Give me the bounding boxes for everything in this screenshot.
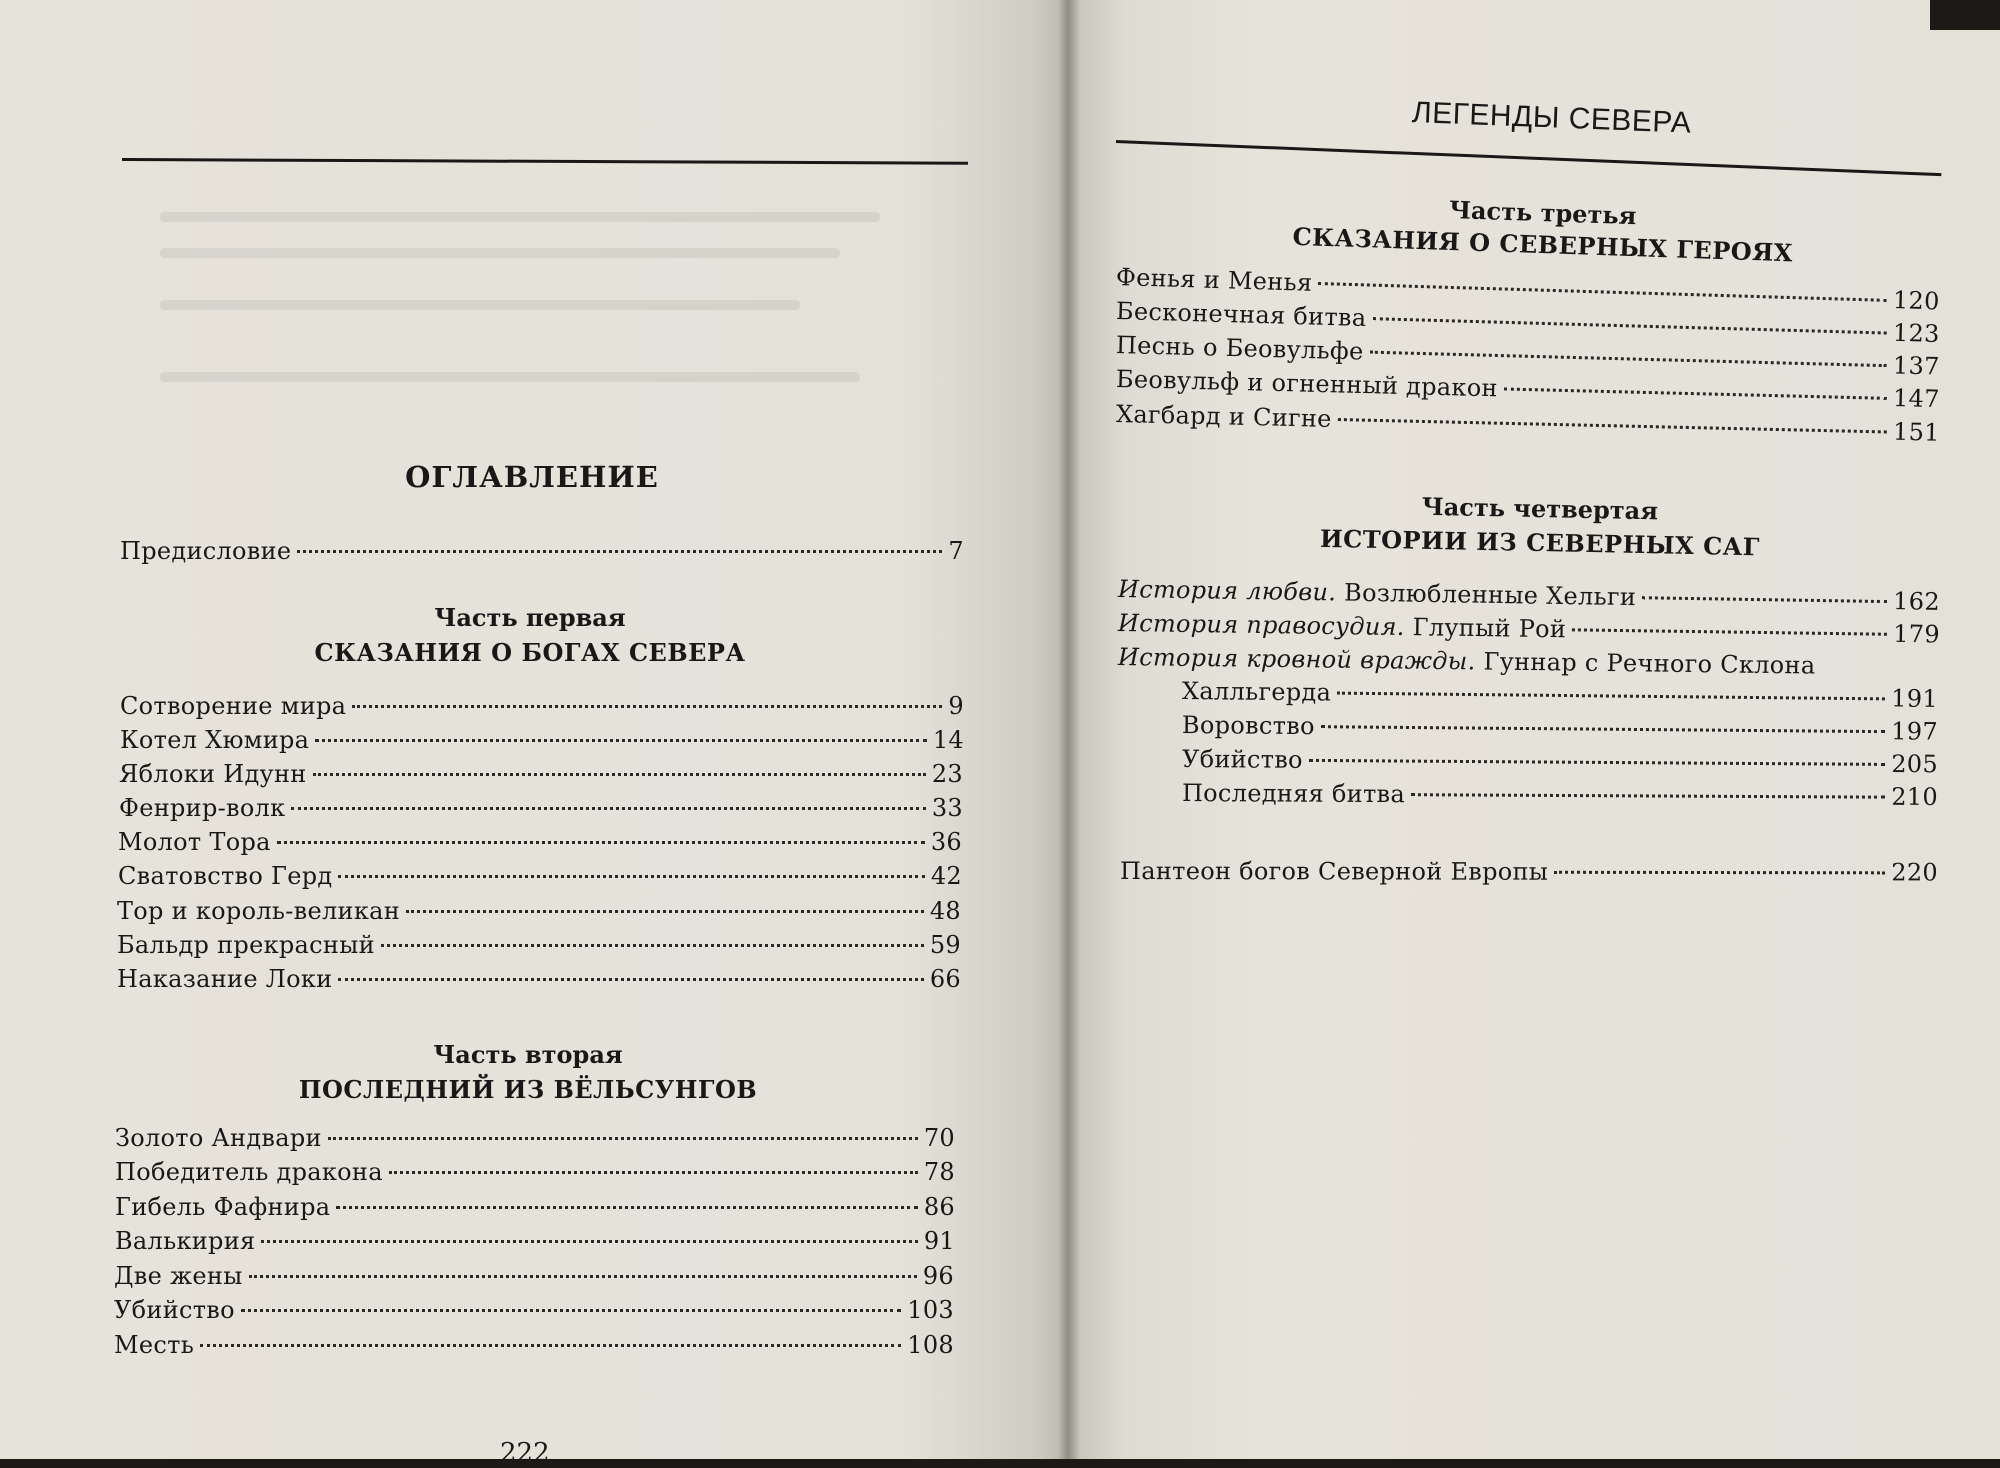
- entry-label: Пантеон богов Северной Европы: [1119, 857, 1549, 886]
- leader-dots: [1642, 596, 1887, 603]
- part-label: Часть вторая: [433, 1040, 623, 1069]
- entry-label: Хагбард и Сигне: [1115, 400, 1333, 433]
- entry-page: 66: [929, 965, 961, 993]
- entry-page: 91: [923, 1227, 955, 1255]
- leader-dots: [1337, 692, 1885, 701]
- toc-entry: [117, 930, 961, 960]
- entry-page: 220: [1891, 858, 1939, 887]
- toc-entry-preface: [120, 536, 964, 566]
- leader-dots: [338, 978, 923, 981]
- leader-dots: [297, 550, 942, 553]
- leader-dots: [1370, 351, 1888, 368]
- entry-page: 23: [931, 760, 963, 788]
- leader-dots: [336, 1206, 917, 1209]
- entry-page: 108: [907, 1331, 954, 1359]
- part-label: Часть первая: [434, 603, 626, 632]
- toc-entry: [115, 1226, 955, 1256]
- header-rule: [122, 158, 968, 165]
- toc-entry: [119, 759, 963, 789]
- entry-label: Яблоки Идунн: [119, 760, 307, 788]
- entry-page: 103: [907, 1296, 954, 1324]
- page-number: 222: [500, 1438, 550, 1468]
- toc-entry: [114, 1261, 954, 1291]
- leader-dots: [328, 1137, 918, 1140]
- toc-subentry: [1182, 778, 1938, 812]
- entry-label: Песнь о Беовульфе: [1115, 331, 1364, 366]
- toc-entry: [118, 861, 962, 891]
- leader-dots: [1338, 418, 1887, 433]
- entry-label: Воровство: [1181, 711, 1315, 741]
- entry-page: 33: [931, 794, 963, 822]
- entry-label: Бальдр прекрасный: [117, 931, 375, 959]
- entry-title: Глупый Рой: [1412, 613, 1567, 644]
- leader-dots: [1572, 628, 1887, 635]
- leader-dots: [249, 1275, 917, 1278]
- entry-label: Фенрир-волк: [119, 794, 286, 822]
- entry-page: 123: [1892, 318, 1941, 349]
- entry-page: 191: [1891, 684, 1939, 713]
- entry-page: 7: [948, 537, 964, 565]
- entry-page: 14: [932, 726, 964, 754]
- toc-entry: [119, 793, 963, 823]
- leader-dots: [315, 739, 927, 742]
- entry-page: 197: [1891, 717, 1939, 746]
- leader-dots: [291, 807, 925, 810]
- leader-dots: [338, 875, 924, 878]
- entry-label: Тор и король-великан: [117, 897, 401, 925]
- entry-page: 120: [1892, 286, 1941, 316]
- entry-page: 147: [1892, 383, 1941, 414]
- toc-entry: [115, 1157, 955, 1187]
- leader-dots: [200, 1344, 901, 1347]
- toc-entry: [120, 691, 964, 721]
- leader-dots: [241, 1309, 901, 1312]
- entry-label: Предисловие: [120, 537, 292, 565]
- entry-label: Беовульф и огненный дракон: [1115, 365, 1499, 403]
- entry-label: Сотворение мира: [120, 692, 347, 720]
- show-through-text: [160, 300, 800, 310]
- entry-label: Фенья и Менья: [1115, 263, 1313, 297]
- entry-genre: История правосудия.: [1117, 609, 1405, 642]
- part-label: Часть четвертая: [1421, 491, 1659, 526]
- entry-page: 48: [929, 897, 961, 925]
- entry-page: 78: [923, 1158, 955, 1186]
- toc-subentry: [1182, 744, 1938, 779]
- entry-label: Котел Хюмира: [120, 726, 310, 754]
- part-title: СКАЗАНИЯ О БОГАХ СЕВЕРА: [314, 638, 746, 667]
- part-label: Часть третья: [1448, 194, 1637, 231]
- show-through-text: [160, 248, 840, 258]
- leader-dots: [1554, 871, 1885, 875]
- leader-dots: [389, 1171, 918, 1174]
- entry-page: 36: [930, 828, 962, 856]
- entry-page: 9: [948, 692, 964, 720]
- entry-label: Гибель Фафнира: [115, 1193, 331, 1221]
- entry-label: Месть: [114, 1331, 195, 1359]
- entry-page: 86: [923, 1193, 955, 1221]
- entry-label: Две жены: [114, 1262, 243, 1290]
- entry-page: 205: [1891, 749, 1939, 779]
- entry-label: Бесконечная битва: [1115, 297, 1367, 332]
- entry-title: Возлюбленные Хельги: [1343, 578, 1637, 612]
- show-through-text: [160, 212, 880, 222]
- entry-genre: История любви.: [1117, 575, 1337, 607]
- entry-genre: История кровной вражды.: [1117, 643, 1476, 676]
- entry-page: 179: [1893, 619, 1941, 649]
- entry-page: 137: [1892, 351, 1941, 381]
- toc-entry: [114, 1295, 954, 1325]
- entry-page: 162: [1892, 587, 1941, 616]
- entry-label: Халльгерда: [1181, 677, 1332, 707]
- entry-page: 210: [1891, 782, 1939, 811]
- entry-label: Молот Тора: [118, 828, 271, 856]
- leader-dots: [1372, 317, 1887, 334]
- toc-entry: [115, 1123, 955, 1153]
- toc-entry: [117, 896, 961, 926]
- entry-label: Убийство: [1181, 745, 1303, 774]
- entry-label: Убийство: [114, 1296, 235, 1324]
- leader-dots: [381, 944, 924, 947]
- leader-dots: [313, 773, 926, 776]
- leader-dots: [1321, 725, 1885, 733]
- toc-entry: [120, 725, 964, 755]
- entry-page: 59: [929, 931, 961, 959]
- entry-page: 96: [922, 1262, 954, 1290]
- running-head: ЛЕГЕНДЫ СЕВЕРА: [1411, 96, 1692, 140]
- entry-label: Наказание Локи: [117, 965, 333, 993]
- part-title: СКАЗАНИЯ О СЕВЕРНЫХ ГЕРОЯХ: [1292, 221, 1794, 268]
- part-title: ПОСЛЕДНИЙ ИЗ ВЁЛЬСУНГОВ: [298, 1075, 758, 1104]
- book-gutter: [1058, 0, 1080, 1459]
- entry-label: [1118, 608, 1567, 644]
- entry-label: Сватовство Герд: [118, 862, 333, 890]
- leader-dots: [277, 841, 925, 844]
- entry-label: Золото Андвари: [115, 1124, 322, 1152]
- leader-dots: [1309, 759, 1885, 766]
- entry-label: Валькирия: [115, 1227, 256, 1255]
- entry-page: 151: [1892, 417, 1941, 447]
- leader-dots: [406, 910, 924, 913]
- leader-dots: [261, 1240, 917, 1243]
- toc-entry: [117, 964, 961, 994]
- entry-title: Гуннар с Речного Склона: [1483, 647, 1816, 680]
- part-title: ИСТОРИИ ИЗ СЕВЕРНЫХ САГ: [1319, 523, 1761, 562]
- entry-page: 70: [923, 1124, 955, 1152]
- show-through-text: [160, 372, 860, 382]
- toc-title: ОГЛАВЛЕНИЕ: [405, 460, 659, 494]
- entry-page: 42: [930, 862, 962, 890]
- entry-label: Последняя битва: [1181, 779, 1406, 809]
- leader-dots: [1504, 387, 1887, 399]
- toc-entry: [114, 1330, 954, 1360]
- toc-entry-pantheon: [1120, 856, 1938, 887]
- leader-dots: [352, 705, 942, 708]
- toc-entry: [115, 1192, 955, 1222]
- entry-label: Победитель дракона: [115, 1158, 383, 1186]
- leader-dots: [1318, 282, 1887, 302]
- toc-entry: [118, 827, 962, 857]
- background-corner: [1930, 0, 2000, 30]
- leader-dots: [1411, 793, 1885, 798]
